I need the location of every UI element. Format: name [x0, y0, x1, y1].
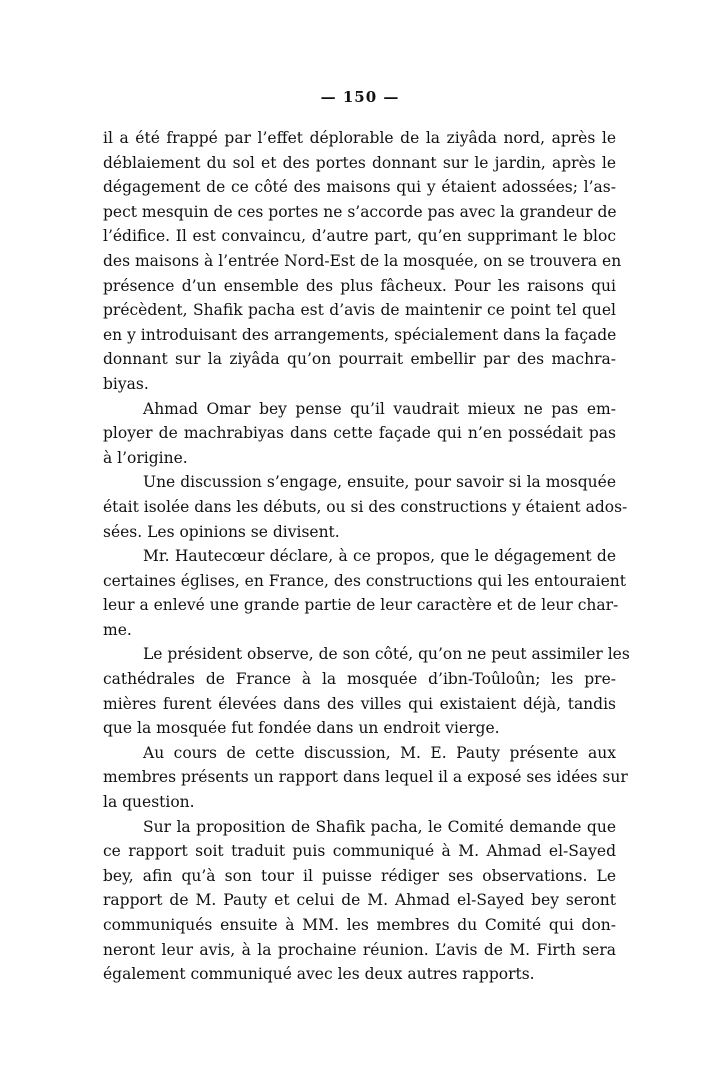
text-line: Sur la proposition de Shafik pacha, le Comité demande que: [143, 817, 616, 836]
text-line: rapport de M. Pauty et celui de M. Ahmad el-Sayed bey seront: [103, 891, 616, 910]
paragraph-2: [103, 397, 616, 471]
text-line: communiqués ensuite à MM. les membres du Comité qui don-: [103, 916, 616, 934]
text-line: me.: [103, 620, 132, 639]
text-line: ployer de machrabiyas dans cette façade qui n’en possédait pas: [103, 424, 616, 443]
text-line: Au cours de cette discussion, M. E. Pauty présente aux: [143, 743, 616, 762]
body-text: [103, 126, 630, 987]
paragraph-7: [103, 815, 616, 987]
text-line: certaines églises, en France, des constructions qui les entouraient: [103, 571, 626, 590]
text-line: déblaiement du sol et des portes donnant sur le jardin, après le: [103, 153, 616, 172]
paragraph-4: [103, 544, 626, 642]
text-line: membres présents un rapport dans lequel il a exposé ses idées sur: [103, 768, 628, 787]
text-line: dégagement de ce côté des maisons qui y étaient adossées; l’as-: [103, 178, 616, 197]
text-line: bey, afin qu’à son tour il puisse rédiger ses observations. Le: [103, 866, 616, 885]
text-line: neront leur avis, à la prochaine réunion. L’avis de M. Firth sera: [103, 940, 616, 959]
text-line: mières furent élevées dans des villes qui existaient déjà, tandis: [103, 694, 616, 713]
text-line: donnant sur la ziyâda qu’on pourrait embellir par des machra-: [103, 350, 616, 369]
text-line: précèdent, Shafik pacha est d’avis de maintenir ce point tel quel: [103, 301, 616, 320]
text-line: l’édifice. Il est convaincu, d’autre part, qu’en supprimant le bloc: [103, 227, 616, 246]
paragraph-6: [103, 741, 628, 815]
text-line: présence d’un ensemble des plus fâcheux. Pour les raisons qui: [103, 276, 616, 295]
paragraph-5: [103, 642, 630, 740]
text-line: Mr. Hautecœur déclare, à ce propos, que le dégagement de: [143, 547, 616, 566]
text-line: ce rapport soit traduit puis communiqué à M. Ahmad el-Sayed: [103, 842, 616, 861]
text-line: en y introduisant des arrangements, spécialement dans la façade: [103, 325, 617, 344]
paragraph-3: [103, 470, 628, 544]
text-line: il a été frappé par l’effet déplorable de la ziyâda nord, après le: [103, 129, 616, 147]
page-number: — 150 —: [320, 88, 400, 106]
text-line: biyas.: [103, 374, 149, 393]
text-line: Ahmad Omar bey pense qu’il vaudrait mieux ne pas em-: [143, 399, 616, 418]
text-line: pect mesquin de ces portes ne s’accorde pas avec la grandeur de: [103, 202, 617, 221]
text-line: que la mosquée fut fondée dans un endroit vierge.: [103, 719, 500, 738]
text-line: leur a enlevé une grande partie de leur caractère et de leur char-: [103, 596, 619, 615]
paragraph-1: [103, 126, 622, 397]
text-line: la question.: [103, 793, 195, 812]
text-line: à l’origine.: [103, 448, 188, 467]
text-line: Le président observe, de son côté, qu’on ne peut assimiler les: [143, 645, 630, 664]
text-line: Une discussion s’engage, ensuite, pour savoir si la mosquée: [143, 473, 616, 492]
text-line: sées. Les opinions se divisent.: [103, 522, 340, 541]
text-line: était isolée dans les débuts, ou si des constructions y étaient ados-: [103, 497, 628, 516]
text-line: cathédrales de France à la mosquée d’ibn-Toûloûn; les pre-: [103, 670, 616, 689]
text-line: des maisons à l’entrée Nord-Est de la mosquée, on se trouvera en: [103, 251, 622, 270]
text-line: également communiqué avec les deux autres rapports.: [103, 965, 535, 984]
